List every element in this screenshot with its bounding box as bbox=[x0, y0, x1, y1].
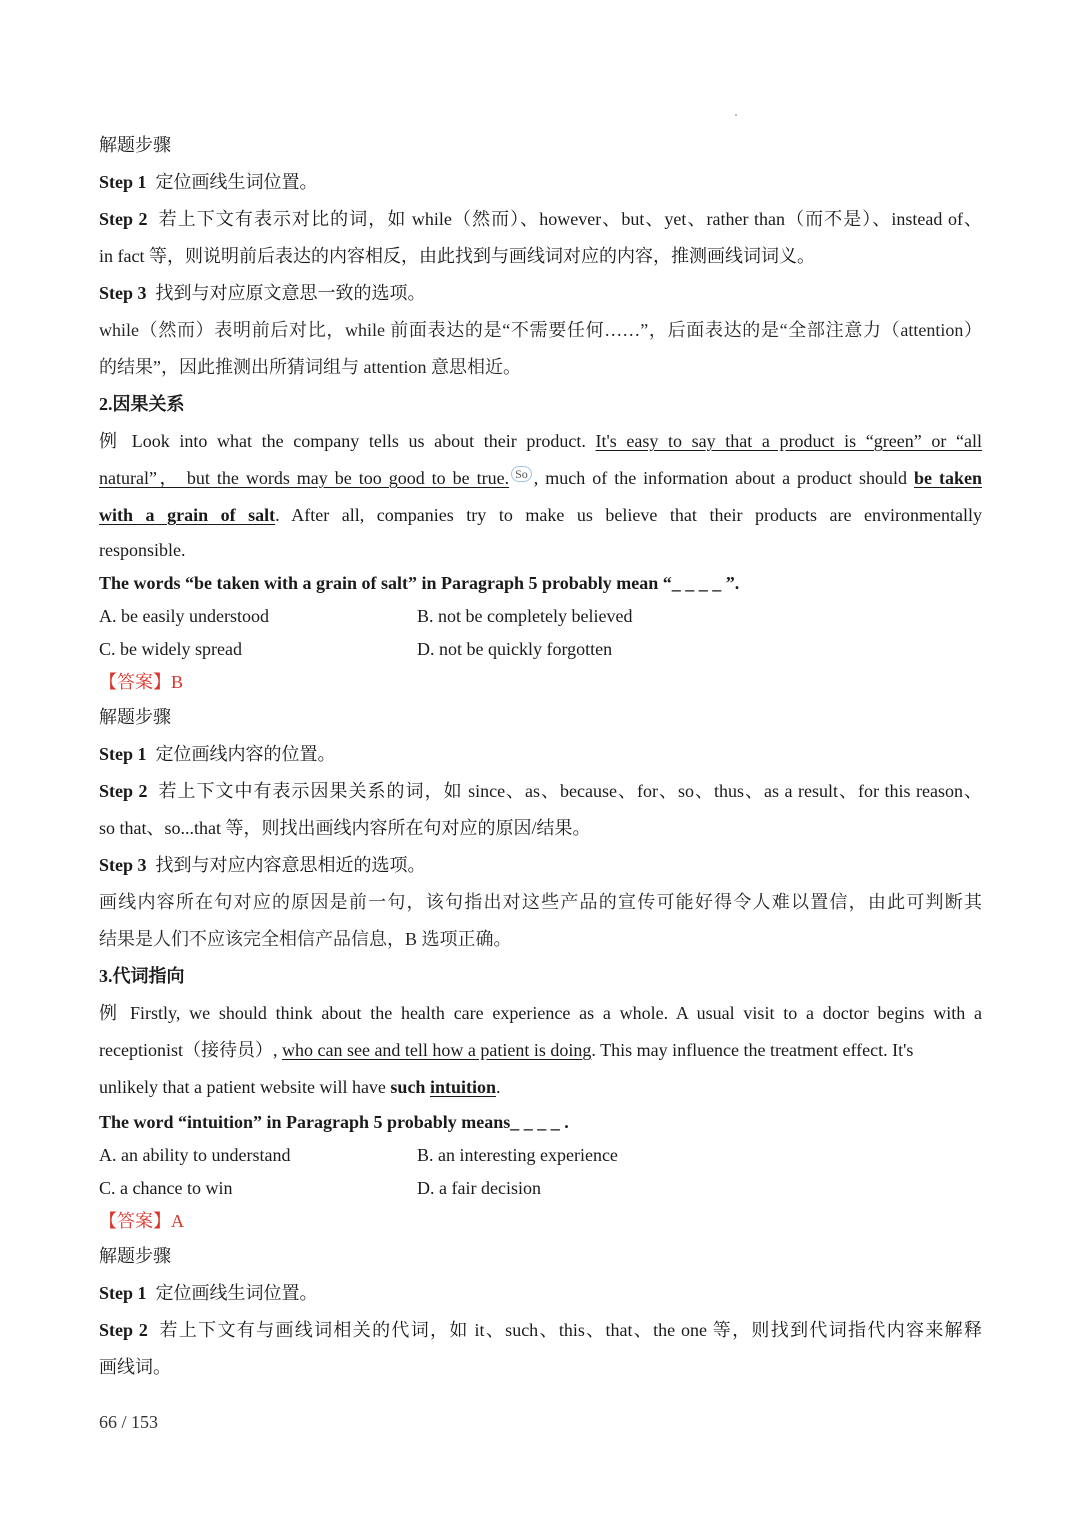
steps-heading: 解题步骤 bbox=[99, 707, 171, 727]
example-line: receptionist（接待员）, who can see and tell how a patient is doing. This may influence the treatment effect. It's bbox=[99, 1040, 914, 1060]
question: The word “intuition” in Paragraph 5 probably means_ _ _ _ . bbox=[99, 1112, 569, 1132]
step-2-cont: 画线词。 bbox=[99, 1357, 171, 1377]
step-2-cont: so that、so...that 等，则找出画线内容所在句对应的原因/结果。 bbox=[99, 818, 591, 838]
example-line: 例 Firstly, we should think about the health care experience as a whole. A usual visit to a doctor begins with a bbox=[99, 1003, 982, 1023]
steps-heading: 解题步骤 bbox=[99, 1246, 171, 1266]
step-2: Step 2 若上下文有表示对比的词，如 while（然而）、however、but、yet、rather than（而不是）、instead of、 bbox=[99, 209, 982, 229]
option-b: B. not be completely believed bbox=[417, 606, 633, 626]
section-heading-cause: 2.因果关系 bbox=[99, 394, 185, 414]
option-a: A. be easily understood bbox=[99, 606, 269, 626]
question: The words “be taken with a grain of salt” in Paragraph 5 probably mean “_ _ _ _ ”. bbox=[99, 573, 740, 593]
step-2-cont: in fact 等，则说明前后表达的内容相反，由此找到与画线词对应的内容，推测画线词词义。 bbox=[99, 246, 815, 266]
explanation-cont: 结果是人们不应该完全相信产品信息，B 选项正确。 bbox=[99, 929, 512, 949]
step-2: Step 2 若上下文有与画线词相关的代词，如 it、such、this、that、the one 等，则找到代词指代内容来解释 bbox=[99, 1320, 982, 1340]
option-a: A. an ability to understand bbox=[99, 1145, 291, 1165]
option-d: D. a fair decision bbox=[417, 1178, 541, 1198]
step-3: Step 3 找到与对应内容意思相近的选项。 bbox=[99, 855, 426, 875]
so-annotation-mark: So bbox=[511, 466, 532, 482]
option-b: B. an interesting experience bbox=[417, 1145, 618, 1165]
option-c: C. a chance to win bbox=[99, 1178, 233, 1198]
step-1: Step 1 定位画线生词位置。 bbox=[99, 172, 318, 192]
options-row bbox=[99, 633, 982, 666]
step-2: Step 2 若上下文中有表示因果关系的词，如 since、as、because、for、so、thus、as a result、for this reason、 bbox=[99, 781, 983, 801]
option-d: D. not be quickly forgotten bbox=[417, 639, 613, 659]
option-c: C. be widely spread bbox=[99, 639, 242, 659]
example-line: natural”， but the words may be too good to be true. So , much of the information about a product should be taken bbox=[99, 467, 982, 488]
example-line: responsible. bbox=[99, 540, 186, 560]
options-row bbox=[99, 600, 982, 633]
explanation: while（然而）表明前后对比，while 前面表达的是“不需要任何……”，后面表达的是“全部注意力（attention） bbox=[99, 320, 982, 340]
step-1: Step 1 定位画线生词位置。 bbox=[99, 1283, 318, 1303]
section-heading-pronoun: 3.代词指向 bbox=[99, 966, 185, 986]
options-row bbox=[99, 1139, 982, 1172]
example-line: with a grain of salt. After all, companies try to make us believe that their products are environmentally bbox=[99, 505, 983, 525]
explanation: 画线内容所在句对应的原因是前一句，该句指出对这些产品的宣传可能好得令人难以置信，由此可判断其 bbox=[99, 892, 982, 912]
page-content bbox=[99, 127, 982, 1386]
example-line: 例 Look into what the company tells us about their product. It's easy to say that a product is “green” or “all bbox=[99, 431, 982, 451]
answer: 【答案】B bbox=[99, 672, 184, 692]
example-line: unlikely that a patient website will have such intuition. bbox=[99, 1077, 501, 1097]
explanation-cont: 的结果”，因此推测出所猜词组与 attention 意思相近。 bbox=[99, 357, 521, 377]
steps-heading: 解题步骤 bbox=[99, 135, 171, 155]
step-1: Step 1 定位画线内容的位置。 bbox=[99, 744, 336, 764]
options-row bbox=[99, 1172, 982, 1205]
page-number: 66 / 153 bbox=[99, 1412, 159, 1432]
scan-speck bbox=[735, 114, 737, 116]
step-3: Step 3 找到与对应原文意思一致的选项。 bbox=[99, 283, 426, 303]
answer: 【答案】A bbox=[99, 1211, 184, 1231]
